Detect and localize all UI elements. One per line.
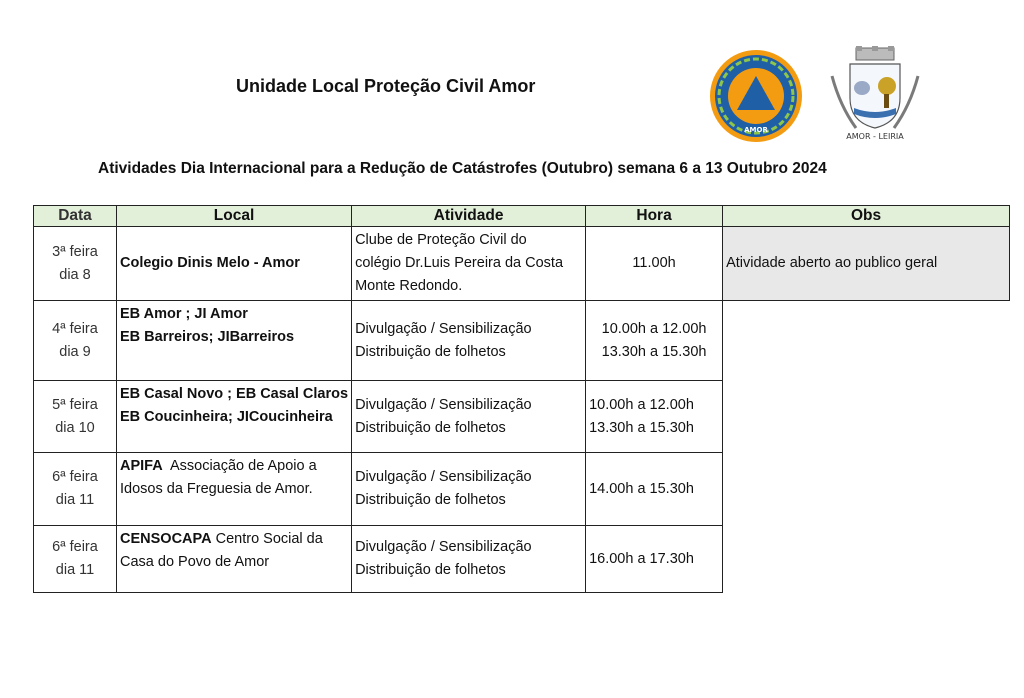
header-obs: Obs <box>723 206 1010 227</box>
cell-data: 3ª feira dia 8 <box>34 227 117 301</box>
cell-local: CENSOCAPA Centro Social da Casa do Povo de Amor <box>117 526 352 593</box>
local-org-name: CENSOCAPA <box>120 531 212 547</box>
cell-atividade: Divulgação / Sensibilização Distribuição de folhetos <box>352 301 586 381</box>
table-row <box>34 526 1010 593</box>
cell-data: 6ª feira dia 11 <box>34 526 117 593</box>
header-atividade: Atividade <box>352 206 586 227</box>
table-row <box>34 453 1010 526</box>
cell-data: 6ª feira dia 11 <box>34 453 117 526</box>
header-local: Local <box>117 206 352 227</box>
cell-hora: 11.00h <box>586 227 723 301</box>
header-hora: Hora <box>586 206 723 227</box>
page-title: Unidade Local Proteção Civil Amor <box>236 76 536 96</box>
logo-amor-leiria-text: AMOR - LEIRIA <box>846 132 904 141</box>
activities-table <box>33 205 1010 593</box>
cell-hora: 10.00h a 12.00h 13.30h a 15.30h <box>586 381 723 453</box>
cell-local: EB Casal Novo ; EB Casal Claros EB Coucinheira; JICoucinheira <box>117 381 352 453</box>
cell-local: Colegio Dinis Melo - Amor <box>117 227 352 301</box>
cell-obs: Atividade aberto ao publico geral <box>723 227 1010 301</box>
cell-atividade: Divulgação / Sensibilização Distribuição de folhetos <box>352 453 586 526</box>
cell-hora: 10.00h a 12.00h 13.30h a 15.30h <box>586 301 723 381</box>
cell-hora: 14.00h a 15.30h <box>586 453 723 526</box>
cell-atividade: Divulgação / Sensibilização Distribuição de folhetos <box>352 526 586 593</box>
cell-local: APIFA Associação de Apoio a Idosos da Freguesia de Amor. <box>117 453 352 526</box>
cell-atividade: Divulgação / Sensibilização Distribuição de folhetos <box>352 381 586 453</box>
cell-data: 4ª feira dia 9 <box>34 301 117 381</box>
local-org-name: APIFA <box>120 458 163 474</box>
table-row <box>34 301 1010 381</box>
logo-amor-text: AMOR <box>744 126 768 134</box>
page-subtitle: Atividades Dia Internacional para a Redução de Catástrofes (Outubro) semana 6 a 13 Outubro 2024 <box>98 160 827 177</box>
table-header-row <box>34 206 1010 227</box>
coat-of-arms-logo <box>826 46 924 142</box>
cell-atividade: Clube de Proteção Civil do colégio Dr.Luis Pereira da Costa Monte Redondo. <box>352 227 586 301</box>
cell-hora: 16.00h a 17.30h <box>586 526 723 593</box>
cell-local: EB Amor ; JI Amor EB Barreiros; JIBarreiros <box>117 301 352 381</box>
header-data: Data <box>34 206 117 227</box>
civil-protection-logo <box>708 48 804 144</box>
cell-data: 5ª feira dia 10 <box>34 381 117 453</box>
table-row <box>34 381 1010 453</box>
table-row <box>34 227 1010 301</box>
